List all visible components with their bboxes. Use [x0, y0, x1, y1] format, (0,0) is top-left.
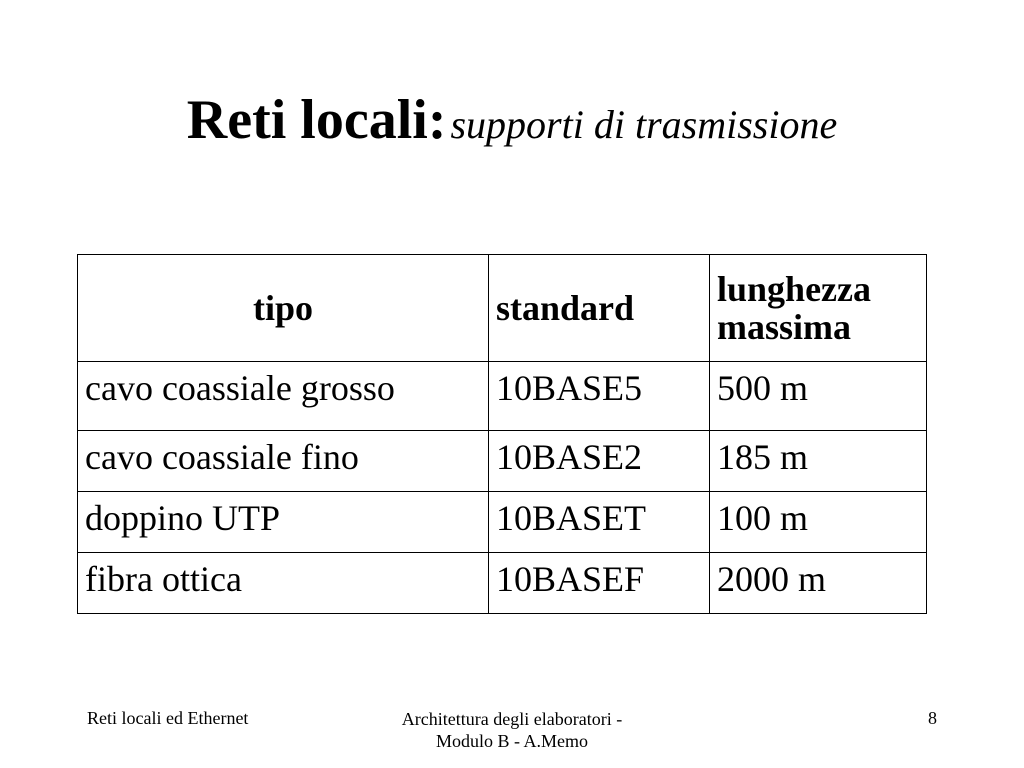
- cell-lunghezza: 500 m: [710, 362, 927, 431]
- table-row: [78, 492, 927, 553]
- cell-tipo: doppino UTP: [78, 492, 489, 553]
- transmission-media-table: [77, 254, 927, 614]
- footer-center-text: [370, 708, 654, 752]
- table-row: [78, 362, 927, 431]
- table-header-row: [78, 255, 927, 362]
- cell-tipo: fibra ottica: [78, 553, 489, 614]
- page-number: 8: [928, 708, 937, 728]
- footer-center-line-1: Architettura degli elaboratori -: [401, 709, 623, 729]
- table-row: [78, 431, 927, 492]
- header-standard: standard: [489, 255, 710, 362]
- slide-title: [0, 89, 1024, 151]
- cell-tipo: cavo coassiale grosso: [78, 362, 489, 431]
- footer-center-line-2: Modulo B - A.Memo: [435, 731, 588, 751]
- cell-standard: 10BASEF: [489, 553, 710, 614]
- title-subtitle: supporti di trasmissione: [450, 102, 838, 147]
- cell-lunghezza: 185 m: [710, 431, 927, 492]
- cell-standard: 10BASE2: [489, 431, 710, 492]
- cell-lunghezza: 2000 m: [710, 553, 927, 614]
- cell-tipo: cavo coassiale fino: [78, 431, 489, 492]
- footer-left-text: Reti locali ed Ethernet: [87, 708, 249, 728]
- title-main: Reti locali:: [186, 89, 447, 151]
- cell-lunghezza: 100 m: [710, 492, 927, 553]
- header-tipo: tipo: [78, 255, 489, 362]
- cell-standard: 10BASE5: [489, 362, 710, 431]
- table-row: [78, 553, 927, 614]
- header-lunghezza-massima: lunghezza massima: [710, 255, 927, 362]
- cell-standard: 10BASET: [489, 492, 710, 553]
